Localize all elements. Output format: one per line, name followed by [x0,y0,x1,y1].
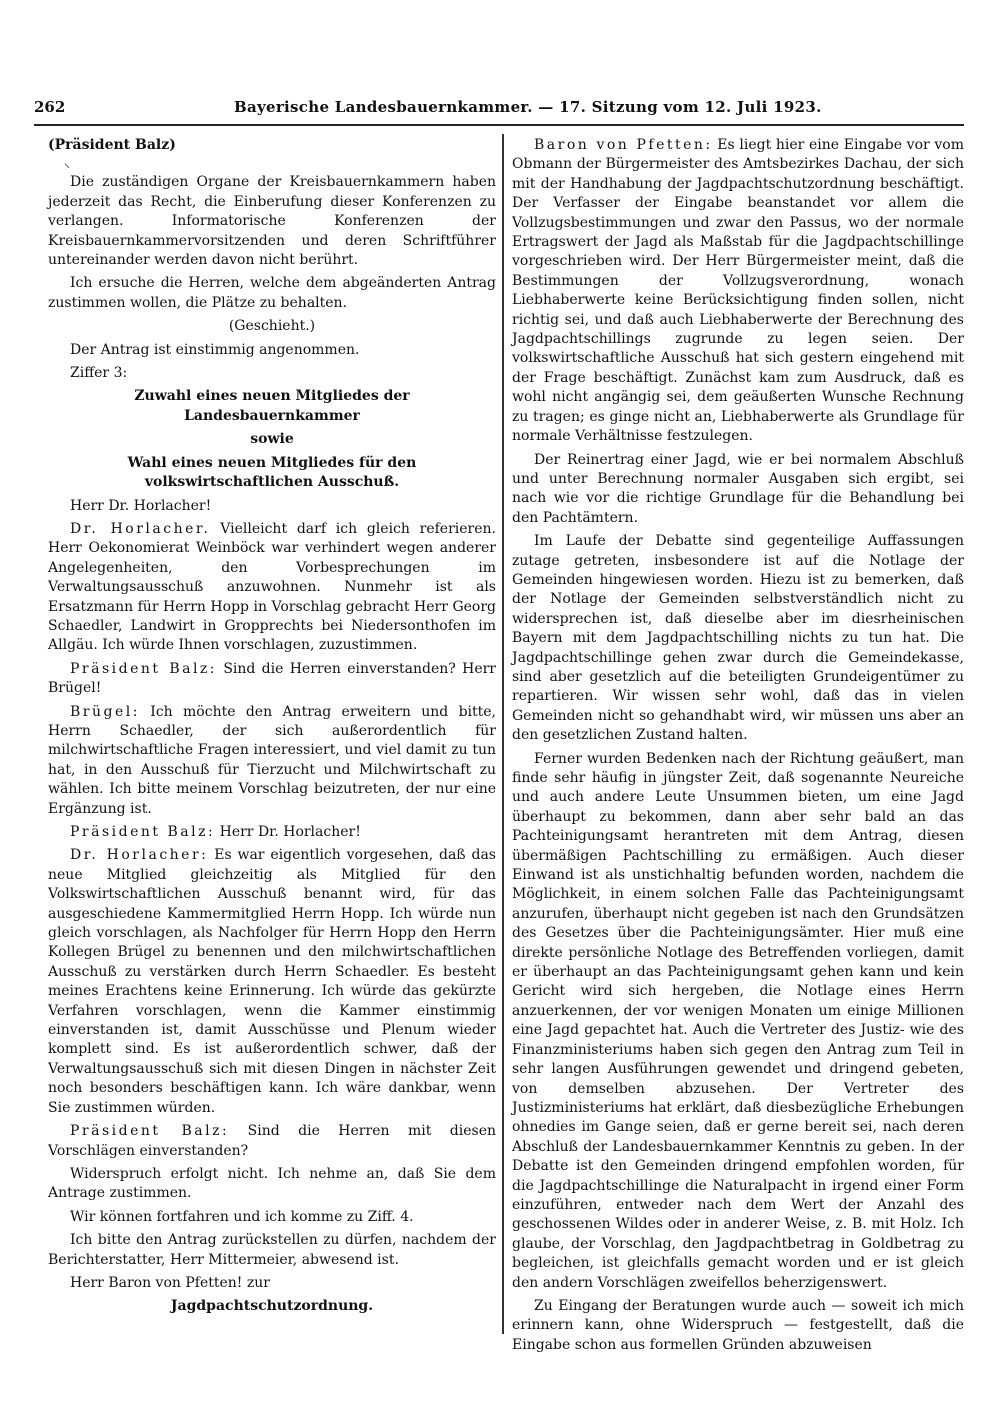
paragraph: Ich bitte den Antrag zurückstellen zu dürfen, nachdem der Berichterstatter, Herr Mittermeier, abwesend ist. [48,1232,496,1268]
section-heading: Zuwahl eines neuen Mitgliedes der Landesbauernkammer [134,388,410,424]
speech-text: Sind die Herren einverstanden? Herr Brügel! [48,660,496,697]
speaker-name: Präsident Balz: [70,1123,230,1140]
paragraph: Wir können fortfahren und ich komme zu Ziff. 4. [70,1208,414,1225]
paragraph: Ich ersuche die Herren, welche dem abgeänderten Antrag zustimmen wollen, die Plätze zu behalten. [48,275,496,311]
stage-direction: (Geschieht.) [228,318,316,335]
speech-text: Vielleicht darf ich gleich referieren. Herr Oekonomierat Weinböck war verhindert wegen anderer Angelegenheiten, den Vorbesprechungen im Verwaltungsausschuß anzuwohnen. Nunmehr ist als Ersatzmann für Herrn Hopp in Vorschlag gebracht Herr Georg Schaedler, Landwirt in Gropprechts bei Niedersonthofen im Allgäu. Ich würde Ihnen vorschlagen, zuzustimmen. [48,520,496,654]
running-head: Bayerische Landesbauernkammer. — 17. Sitzung vom 12. Juli 1923. [234,98,822,116]
right-column [512,136,964,1359]
header-rule [34,124,964,126]
paragraph [48,660,496,699]
column-divider [502,134,504,1334]
paragraph: Im Laufe der Debatte sind gegenteilige Auffassungen zutage getreten, insbesondere ist auf die Notlage der Gemeinden hingewiesen worden. Hiezu ist zu bemerken, daß der Notlage der Gemeinden selbstverständlich nicht zu widersprechen ist, daß dieselbe aber im diesrheinischen Bayern mit dem Jagdpachtschilling nichts zu tun hat. Die Jagdpachtschillinge gehen zwar durch die Gemeindekasse, sind aber gesetzlich auf die beteiligten Grundeigentümer zu repartieren. Wir wissen sehr wohl, daß das in vielen Gemeinden nicht so gehandhabt wird, wir müssen uns aber an den gesetzlichen Zustand halten. [512,533,964,744]
paragraph [512,136,964,447]
speaker-name: Präsident Balz: [70,660,218,677]
paragraph: Ferner wurden Bedenken nach der Richtung geäußert, man finde sehr häufig in jüngster Zeit, daß sogenannte Neureiche und auch andere Leute Unsummen bieten, um eine Jagd überhaupt zu bekommen, dann aber sehr bald an das Pachteinigungsamt herantreten mit dem Antrag, diesen übermäßigen Pachtschilling zu ermäßigen. Auch dieser Einwand ist als unstichhaltig befunden worden, nachdem die Möglichkeit, in einem solchen Falle das Pachteinigungsamt anzurufen, überhaupt nicht gegeben ist nach den Grundsätzen des Gesetzes über die Pachteinigungsämter. Hier muß eine direkte persönliche Notlage des Betreffenden vorliegen, damit er überhaupt an das Pachteinigungsamt gehen kann und kein Gericht wird sich hergeben, die Notlage eines Herrn anzuerkennen, der vor wenigen Monaten um einige Millionen eine Jagd gepachtet hat. Auch die Vertreter des Justiz- wie des Finanzministeriums haben sich gegen den Antrag zum Teil in sehr langen Ausführungen gewendet und dringend gebeten, von demselben abzusehen. Der Vertreter des Justizministeriums hat erklärt, daß diesbezügliche Erhebungen ohnedies im Gange seien, daß er gerne bereit sei, nach deren Abschluß der Landesbauernkammer Kenntnis zu geben. In der Debatte ist den Gemeinden dringend empfohlen worden, für die Jagdpachtschillinge die Naturalpacht in irgend einer Form einzuführen, entweder nach dem Wert der Anzahl des geschossenen Wildes oder in anderer Weise, z. B. mit Holz. Ich glaube, der Vorschlag, den Jagdpachtbetrag in Goldbetrag zu begleichen, ist gleichfalls gemacht worden und er ist gleich den andern Vorschlägen zweifellos beherzigenswert. [512,750,964,1291]
margin-mark: ⸌ [64,161,71,176]
left-column [48,136,496,1321]
speech-text: Sind die Herren mit diesen Vorschlägen einverstanden? [48,1123,496,1159]
paragraph: Zu Eingang der Beratungen wurde auch — soweit ich mich erinnern kann, ohne Widerspruch — festgestellt, daß die Eingabe schon aus formellen Gründen abzuweisen [512,1297,964,1353]
paragraph: Herr Baron von Pfetten! zur [70,1274,270,1291]
section-heading: Jagdpachtschutzordnung. [170,1298,374,1315]
speaker-name: Baron von Pfetten: [534,137,713,153]
paragraph: Der Antrag ist einstimmig angenommen. [70,341,360,358]
paragraph [48,1122,496,1161]
speech-text: Ich möchte den Antrag erweitern und bitte, Herrn Schaedler, der sich außerordentlich für milchwirtschaftliche Fragen interessiert, und viel damit zu tun hat, in den Ausschuß für Tierzucht und Milchwirtschaft zu wählen. Ich bitte meinem Vorschlag beizutreten, der nur eine Ergänzung ist. [48,703,496,817]
paragraph: Die zuständigen Organe der Kreisbauernkammern haben jederzeit das Recht, die Einberufung dieser Konferenzen zu verlangen. Informatorische Konferenzen der Kreisbauernkammervorsitzenden und deren Schriftführer untereinander werden davon nicht berührt. [48,174,496,269]
page-header [34,96,964,120]
speaker-name: Dr. Horlacher: [70,847,209,864]
paragraph [48,703,496,819]
paragraph: Herr Dr. Horlacher! [70,497,212,514]
paragraph [48,520,496,656]
section-heading: Wahl eines neuen Mitgliedes für den volkswirtschaftlichen Ausschuß. [127,454,417,491]
speaker-continuation: (Präsident Balz) [48,137,176,153]
speaker-name: Präsident Balz: [70,824,216,840]
paragraph: Der Reinertrag einer Jagd, wie er bei normalem Abschluß und unter Berechnung normaler Ausgaben sich ergibt, sei nach wie vor die richtige Grundlage für die Behandlung bei den Pachtämtern. [512,451,964,526]
speaker-name: Dr. Horlacher. [70,520,211,537]
paragraph [48,823,496,842]
paragraph: Widerspruch erfolgt nicht. Ich nehme an, daß Sie dem Antrage zustimmen. [48,1165,496,1202]
section-heading-conjunction: sowie [250,431,294,448]
agenda-item-label: Ziffer 3: [70,365,128,382]
page-number: 262 [34,98,66,116]
speech-text: Es liegt hier eine Eingabe vor vom Obmann der Bürgermeister des Amtsbezirkes Dachau, der sich mit der Handhabung der Jagdpachtschutzordnung beschäftigt. Der Verfasser der Eingabe beanstandet vor allem die Vollzugsbestimmungen und zwar den Passus, wo der normale Ertragswert der Jagd als Maßstab für die Jagdpachtschillinge vorgeschrieben wird. Der Herr Bürgermeister meint, daß die Bestimmungen der Vollzugsverordnung, wonach Liebhaberwerte keine Berücksichtigung finden sollen, nicht richtig sei, und daß auch Liebhaberwerte der Berechnung des Jagdpachtschillings zugrunde zu legen seien. Der volkswirtschaftliche Ausschuß hat sich gestern eingehend mit der Frage beschäftigt. Zunächst kam zum Ausdruck, daß es wohl nicht angängig sei, dem geäußerten Wunsche Rechnung zu tragen; es ginge nicht an, Liebhaberwerte als Grundlage für normale Verhältnisse festzulegen. [512,137,964,445]
speaker-name: Brügel: [70,703,140,720]
paragraph [48,846,496,1118]
speech-text: Herr Dr. Horlacher! [215,824,361,840]
speech-text: Es war eigentlich vorgesehen, daß das neue Mitglied gleichzeitig als Mitglied für den Volkswirtschaftlichen Ausschuß benannt wird, für das ausgeschiedene Kammermitglied Herrn Hopp. Ich würde nun gleich vorschlagen, als Nachfolger für Herrn Hopp den Herrn Kollegen Brügel zu benennen und den milchwirtschaftlichen Ausschuß zu verstärken durch Herrn Schaedler. Es besteht meines Erachtens keine Erinnerung. Ich würde das gekürzte Verfahren vorschlagen, wenn die Kammer einstimmig einverstanden ist, damit Ausschüsse und Plenum wieder komplett sind. Es ist außerordentlich schwer, daß der Verwaltungsausschuß sich mit diesen Dingen in nächster Zeit noch besonders beschäftigen kann. Ich wäre dankbar, wenn Sie zustimmen würden. [48,847,496,1116]
